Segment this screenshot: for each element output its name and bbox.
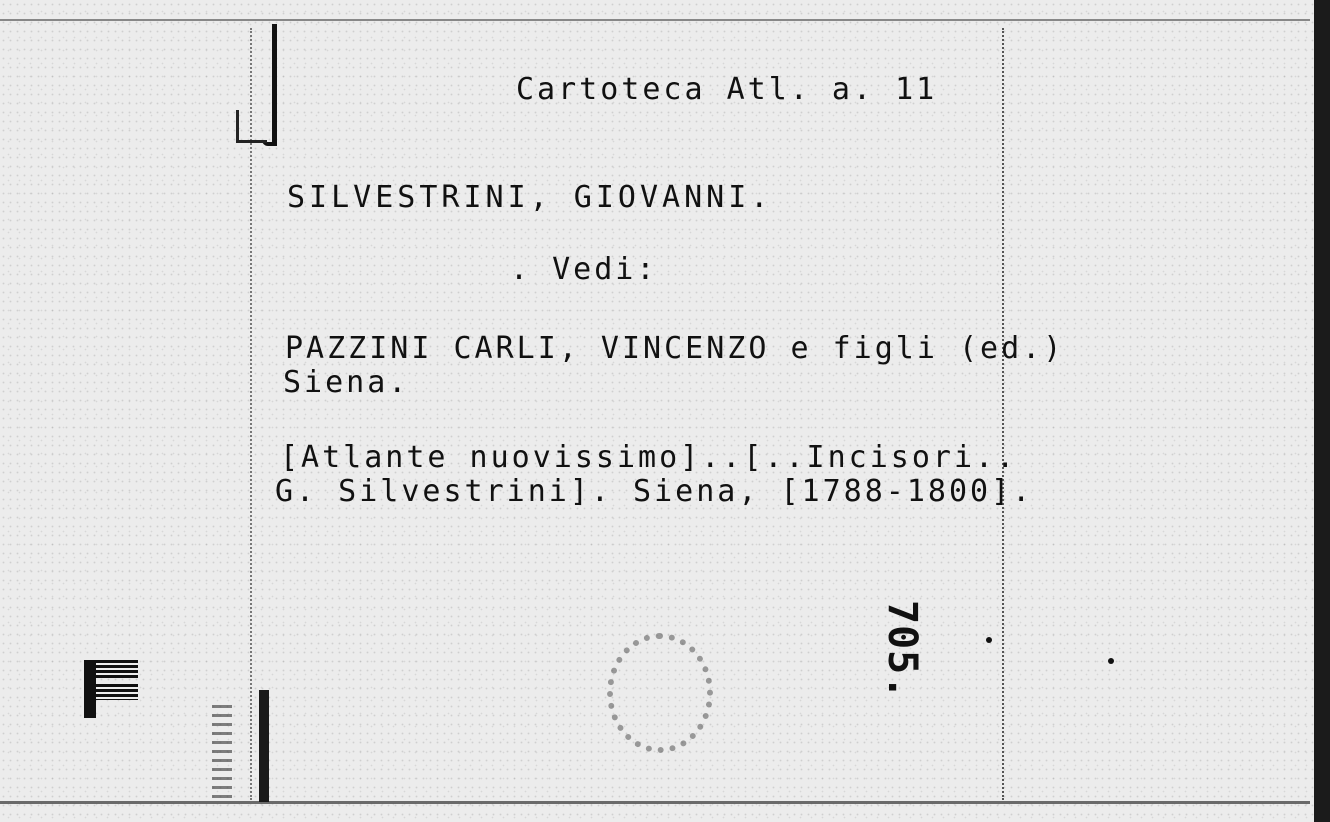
top-border-line — [0, 19, 1310, 21]
bottom-border-line — [0, 801, 1310, 804]
speck-dot — [1108, 658, 1114, 664]
shelfmark: Cartoteca Atl. a. 11 — [516, 72, 938, 107]
right-edge-strip — [1314, 0, 1330, 822]
card-number-stamp: 705. — [879, 600, 925, 701]
title-line-2: G. Silvestrini]. Siena, [1788-1800]. — [275, 474, 1034, 509]
card-clip-bottom — [259, 690, 269, 802]
card-heading: SILVESTRINI, GIOVANNI. — [287, 180, 773, 215]
title-line-1: [Atlante nuovissimo]..[..Incisori.. — [280, 440, 1018, 475]
main-entry-line-1: PAZZINI CARLI, VINCENZO e figli (ed.) — [285, 331, 1065, 366]
registration-mark-icon — [84, 660, 140, 718]
main-entry-line-2: Siena. — [283, 365, 410, 400]
punch-hole — [607, 633, 713, 753]
see-reference: . Vedi: — [510, 252, 658, 287]
edge-tick-marks — [212, 705, 232, 800]
speck-dot — [986, 637, 992, 643]
card-clip-bracket — [236, 110, 267, 143]
